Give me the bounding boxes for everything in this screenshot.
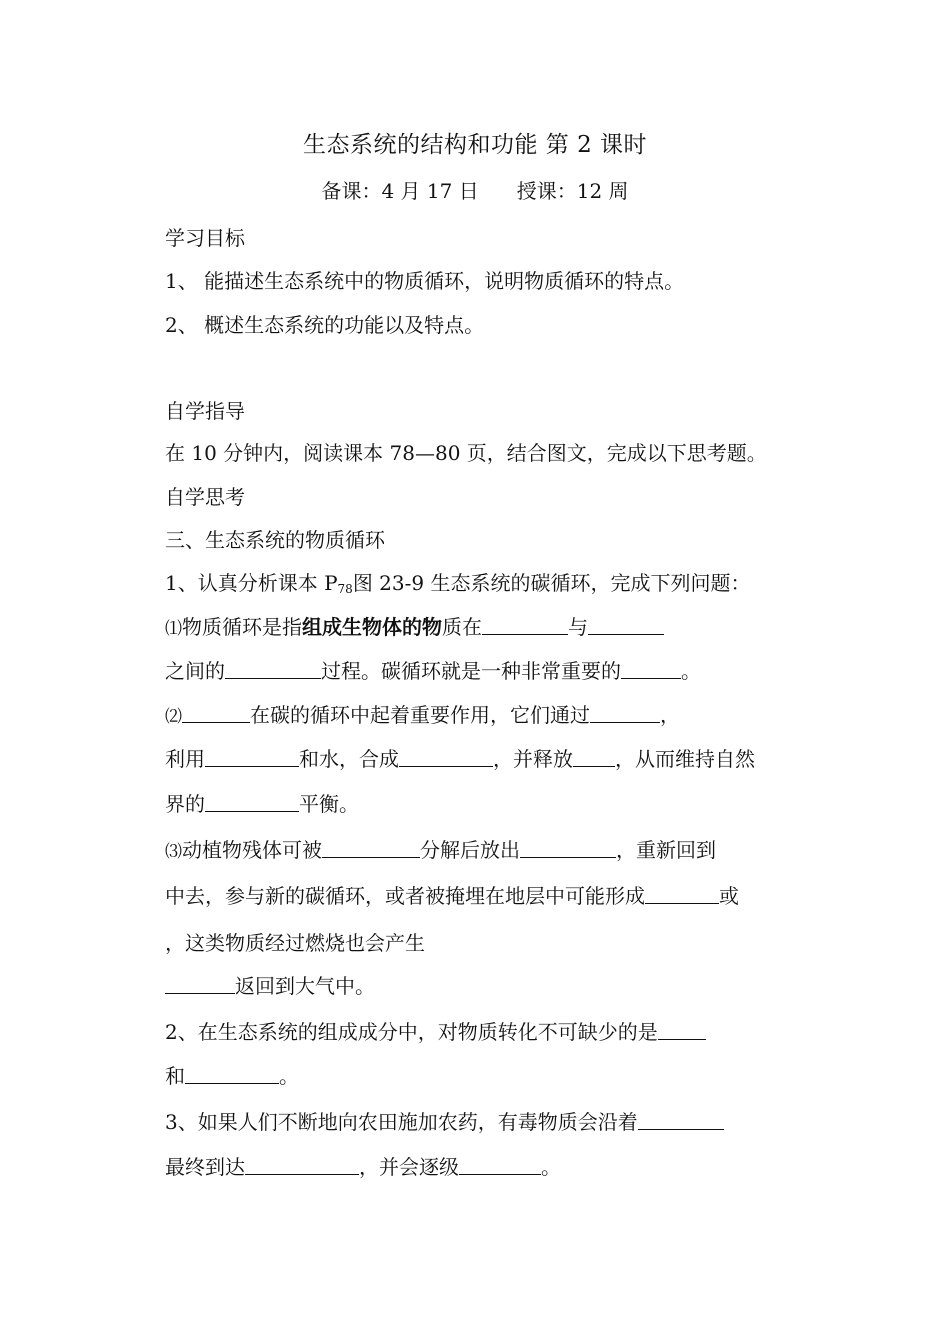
- answer-blank[interactable]: [520, 835, 616, 858]
- question-1-part-3-end: 返回到大气中。: [165, 971, 375, 1001]
- question-1-part-2-end: 界的 平衡。: [165, 789, 359, 819]
- answer-blank[interactable]: [588, 612, 664, 635]
- question-1-part-1-cont: 之间的 过程。碳循环就是一种非常重要的 。: [165, 656, 701, 686]
- answer-blank[interactable]: [621, 656, 681, 679]
- guide-text: 在 10 分钟内，阅读课本 78—80 页，结合图文，完成以下思考题。: [165, 441, 767, 465]
- answer-blank[interactable]: [459, 1152, 541, 1175]
- answer-blank[interactable]: [322, 835, 420, 858]
- objective-item: 2、 概述生态系统的功能以及特点。: [165, 313, 485, 337]
- answer-blank[interactable]: [225, 656, 321, 679]
- teach-week: 授课：12 周: [516, 179, 629, 203]
- answer-blank[interactable]: [399, 744, 493, 767]
- question-2: 2、在生态系统的组成成分中，对物质转化不可缺少的是: [165, 1017, 706, 1047]
- answer-blank[interactable]: [205, 744, 299, 767]
- question-2-cont: 和 。: [165, 1061, 299, 1091]
- answer-blank[interactable]: [482, 612, 568, 635]
- prep-date: 备课：4 月 17 日: [321, 179, 479, 203]
- question-1-part-1: ⑴物质循环是指组成生物体的物质在 与: [165, 612, 664, 644]
- answer-blank[interactable]: [185, 1061, 279, 1084]
- answer-blank[interactable]: [205, 789, 299, 812]
- question-1-part-2-cont: 利用 和水，合成 ，并释放 ，从而维持自然: [165, 744, 755, 774]
- objectives-heading: 学习目标: [165, 226, 245, 250]
- answer-blank[interactable]: [590, 700, 660, 723]
- question-1-part-2: ⑵ 在碳的循环中起着重要作用，它们通过 ，: [165, 700, 680, 732]
- answer-blank[interactable]: [165, 971, 235, 994]
- question-1-part-3: ⑶动植物残体可被 分解后放出 ，重新回到: [165, 835, 716, 867]
- schedule-line: [0, 176, 950, 206]
- question-3-cont: 最终到达 ，并会逐级 。: [165, 1152, 561, 1182]
- guide-heading: 自学指导: [165, 399, 245, 423]
- question-1: 1、认真分析课本 $P_{78}$图 23-9 生态系统的碳循环，完成下列问题：: [165, 571, 751, 596]
- question-1-part-3-cont: 中去，参与新的碳循环，或者被掩埋在地层中可能形成 或: [165, 881, 739, 911]
- answer-blank[interactable]: [245, 1152, 359, 1175]
- answer-blank[interactable]: [638, 1107, 724, 1130]
- question-1-part-3-cont2: ，这类物质经过燃烧也会产生: [165, 931, 425, 955]
- thinking-heading: 自学思考: [165, 485, 245, 509]
- question-3: 3、如果人们不断地向农田施加农药，有毒物质会沿着: [165, 1107, 724, 1137]
- answer-blank[interactable]: [658, 1017, 706, 1040]
- answer-blank[interactable]: [182, 700, 250, 723]
- objective-item: 1、 能描述生态系统中的物质循环，说明物质循环的特点。: [165, 269, 685, 293]
- page-title: 生态系统的结构和功能 第 2 课时: [302, 132, 648, 158]
- answer-blank[interactable]: [573, 744, 615, 767]
- section-heading: 三、生态系统的物质循环: [165, 528, 385, 552]
- answer-blank[interactable]: [645, 881, 719, 904]
